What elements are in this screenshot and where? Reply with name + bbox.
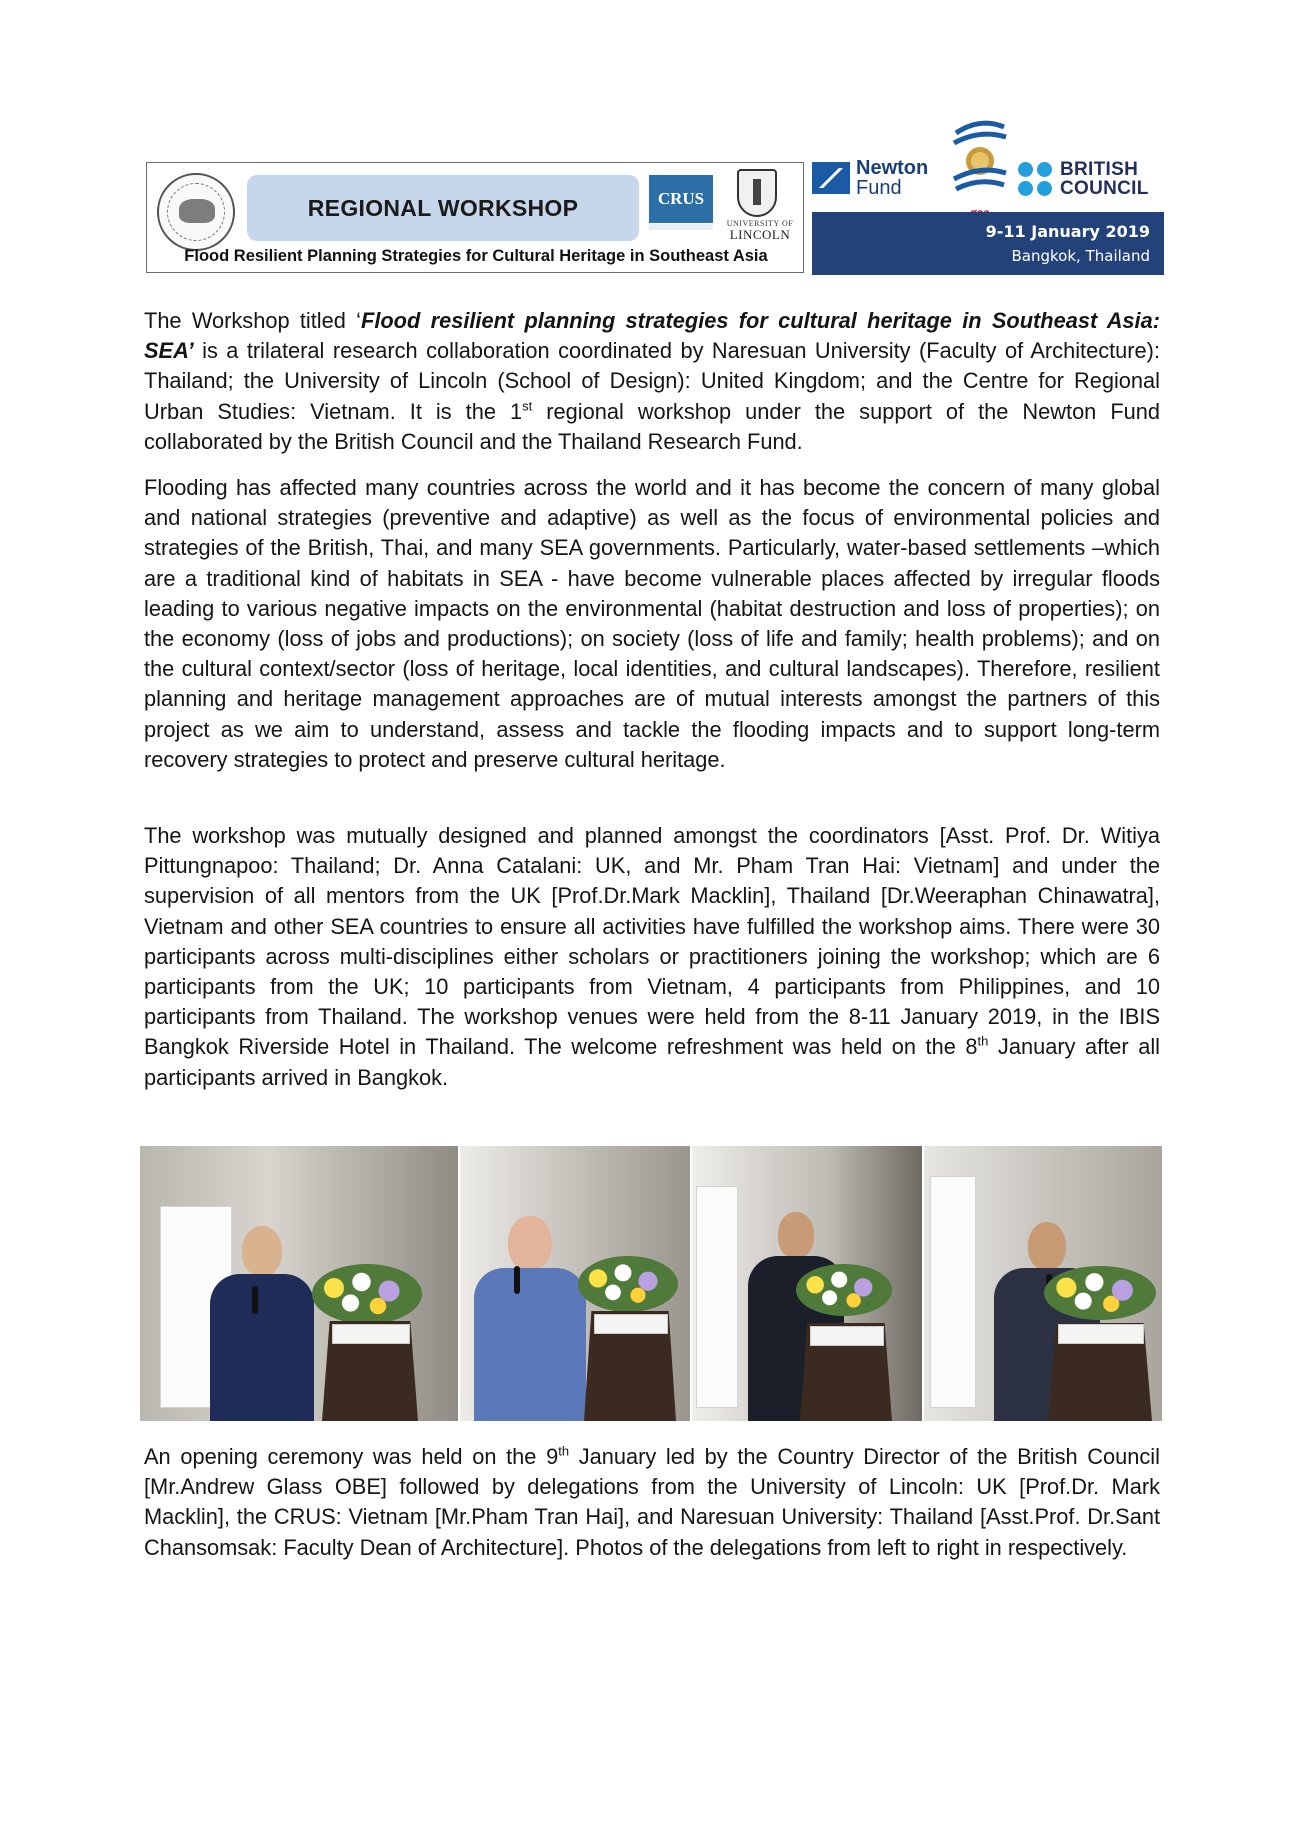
ordinal-suffix: st (522, 398, 533, 414)
lincoln-name-line1: UNIVERSITY OF (726, 219, 794, 228)
ordinal-suffix: th (977, 1034, 989, 1050)
british-council-line1: BRITISH (1060, 159, 1139, 180)
paragraph-intro (144, 306, 1160, 457)
photo-speaker-1 (140, 1146, 458, 1421)
workshop-title-italic: Flood resilient planning strategies for cultural heritage in Southeast Asia: SEA’ (144, 308, 1160, 364)
ceremony-body: An opening ceremony was held on the 9 (144, 1444, 559, 1469)
event-date: 9-11 January 2019 (985, 222, 1150, 241)
workshop-title: REGIONAL WORKSHOP (247, 175, 639, 241)
intro-lead: The Workshop titled ‘ (144, 308, 361, 333)
crus-logo-strip (649, 224, 713, 230)
trf-logo-icon (950, 115, 1010, 205)
paragraph-flooding: Flooding has affected many countries across the world and it has become the concern of many global and national strategies (preventive and adaptive) as well as the focus of environmental policies and strategies of the British, Thai, and many SEA governments. Particularly, water-based settlements –which are a traditional kind of habitats in SEA - have become vulnerable places affected by irregular floods leading to various negative impacts on the environmental (habitat destruction and loss of properties); on the economy (loss of jobs and productions); on society (loss of life and family; health problems); and on the cultural context/sector (loss of heritage, local identities, and cultural landscapes). Therefore, resilient planning and heritage management approaches are of mutual interests amongst the partners of this project as we aim to understand, assess and tackle the flooding impacts and to support long-term recovery strategies to protect and preserve cultural heritage. (144, 475, 1160, 772)
newton-fund-line1: Newton (856, 157, 929, 179)
ceremony-tail: January led by the Country Director of the British Council [Mr.Andrew Glass OBE] followed by delegations from the University of Lincoln: UK [Prof.Dr. Mark Macklin], the CRUS: Vietnam [Mr.Pham Tran Hai], and Naresuan University: Thailand [Asst.Prof. Dr.Sant Chansomsak: Faculty Dean of Architecture]. Photos of the delegations from left to right in respectively. (144, 1444, 1160, 1560)
intro-tail: regional workshop under the support of the Newton Fund collaborated by the British Council and the Thailand Research Fund. (144, 398, 1161, 454)
workshop-subtitle: Flood Resilient Planning Strategies for Cultural Heritage in Southeast Asia (184, 247, 768, 265)
lincoln-name-line2: LINCOLN (729, 227, 791, 242)
british-council-logo (1060, 160, 1149, 198)
naresuan-seal-icon (157, 173, 235, 251)
event-date-box (812, 212, 1164, 275)
event-location: Bangkok, Thailand (1011, 247, 1150, 265)
newton-fund-logo (856, 158, 928, 198)
crus-logo: CRUS (649, 175, 713, 223)
british-council-dots-icon (1018, 162, 1054, 198)
workshop-banner (146, 162, 804, 273)
delegation-photos (140, 1146, 1162, 1421)
photo-speaker-3 (692, 1146, 922, 1421)
ordinal-suffix: th (558, 1443, 570, 1459)
lincoln-crest-icon (737, 169, 777, 217)
photo-speaker-4 (924, 1146, 1162, 1421)
design-tail: January after all participants arrived in Bangkok. (144, 1034, 1160, 1090)
paragraph-workshop-design (144, 821, 1160, 1093)
newton-fund-icon (812, 162, 850, 194)
paragraph-opening-ceremony (144, 1442, 1160, 1563)
intro-body: is a trilateral research collaboration coordinated by Naresuan University (Faculty of Architecture): Thailand; the University of Lincoln (School of Design): United Kingdom; and the Centre for Regional Urban Studies: Vietnam. It is the 1 (144, 338, 1160, 424)
photo-speaker-2 (460, 1146, 690, 1421)
newton-fund-line2: Fund (856, 177, 902, 199)
design-body: The workshop was mutually designed and planned amongst the coordinators [Asst. Prof. Dr. Witiya Pittungnapoo: Thailand; Dr. Anna Catalani: UK, and Mr. Pham Tran Hai: Vietnam] and under the supervision of all mentors from the UK [Prof.Dr.Mark Macklin], Thailand [Dr.Weeraphan Chinawatra], Vietnam and other SEA countries to ensure all activities have fulfilled the workshop aims. There were 30 participants across multi-disciplines either scholars or practitioners joining the workshop; which are 6 participants from the UK; 10 participants from Vietnam, 4 participants from Philippines, and 10 participants from Thailand. The workshop venues were held from the 8-11 January 2019, in the IBIS Bangkok Riverside Hotel in Thailand. The welcome refreshment was held on the 8 (144, 823, 1160, 1060)
british-council-line2: COUNCIL (1060, 178, 1149, 199)
